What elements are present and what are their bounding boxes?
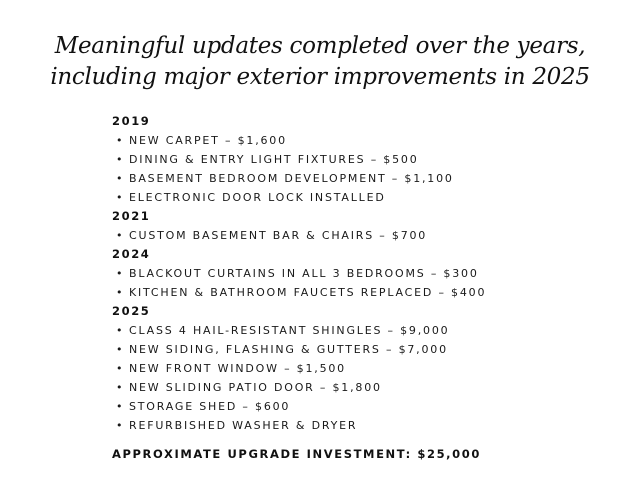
list-item-label: BLACKOUT CURTAINS IN ALL 3 BEDROOMS – $300 — [129, 267, 479, 280]
list-item-label: STORAGE SHED – $600 — [129, 400, 291, 413]
list-item-label: CLASS 4 HAIL-RESISTANT SHINGLES – $9,000 — [129, 324, 450, 337]
list-item-label: ELECTRONIC DOOR LOCK INSTALLED — [129, 191, 386, 204]
bullet-icon: • — [116, 153, 125, 166]
bullet-icon: • — [116, 267, 125, 280]
year-heading-2024: 2024 — [112, 247, 151, 261]
year-heading-2019: 2019 — [112, 114, 151, 128]
bullet-icon: • — [116, 419, 125, 432]
list-item — [112, 397, 552, 416]
bullet-icon: • — [116, 400, 125, 413]
list-item — [112, 264, 552, 283]
list-item-label: NEW FRONT WINDOW – $1,500 — [129, 362, 346, 375]
bullet-icon: • — [116, 191, 125, 204]
bullet-icon: • — [116, 286, 125, 299]
list-item-label: BASEMENT BEDROOM DEVELOPMENT – $1,100 — [129, 172, 454, 185]
list-item-label: NEW SIDING, FLASHING & GUTTERS – $7,000 — [129, 343, 448, 356]
list-item-label: NEW CARPET – $1,600 — [129, 134, 287, 147]
list-item-label: DINING & ENTRY LIGHT FIXTURES – $500 — [129, 153, 419, 166]
list-item-label: NEW SLIDING PATIO DOOR – $1,800 — [129, 381, 382, 394]
bullet-icon: • — [116, 229, 125, 242]
list-item — [112, 283, 552, 302]
list-item — [112, 226, 552, 245]
total-investment: APPROXIMATE UPGRADE INVESTMENT: $25,000 — [112, 447, 481, 461]
year-heading-2021: 2021 — [112, 209, 151, 223]
list-item — [112, 150, 552, 169]
list-item — [112, 188, 552, 207]
list-item-label: CUSTOM BASEMENT BAR & CHAIRS – $700 — [129, 229, 428, 242]
list-item-label: KITCHEN & BATHROOM FAUCETS REPLACED – $400 — [129, 286, 487, 299]
list-item-label: REFURBISHED WASHER & DRYER — [129, 419, 358, 432]
title-line-2: including major exterior improvements in 2025 — [50, 64, 590, 90]
list-item — [112, 359, 552, 378]
bullet-icon: • — [116, 343, 125, 356]
list-item — [112, 340, 552, 359]
page-title — [0, 31, 640, 93]
bullet-icon: • — [116, 172, 125, 185]
list-item — [112, 169, 552, 188]
year-heading-2025: 2025 — [112, 304, 151, 318]
bullet-icon: • — [116, 134, 125, 147]
list-item — [112, 378, 552, 397]
bullet-icon: • — [116, 324, 125, 337]
list-item — [112, 321, 552, 340]
title-line-1: Meaningful updates completed over the years, — [54, 33, 586, 59]
bullet-icon: • — [116, 362, 125, 375]
bullet-icon: • — [116, 381, 125, 394]
list-item — [112, 131, 552, 150]
updates-list — [112, 112, 552, 435]
list-item — [112, 416, 552, 435]
